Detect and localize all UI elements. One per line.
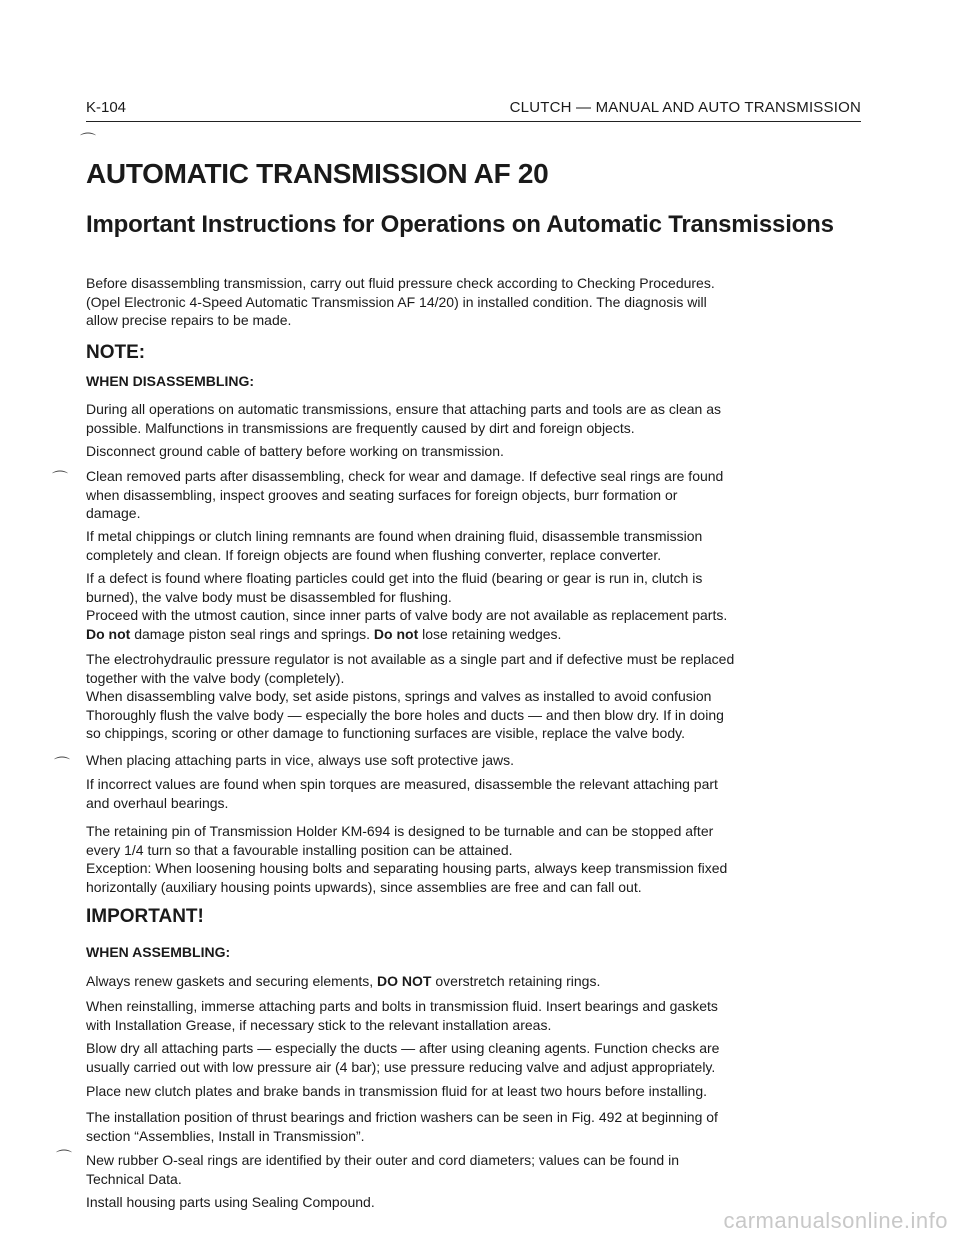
scan-mark: ⌒	[52, 471, 69, 488]
paragraph: The retaining pin of Transmission Holder KM-694 is designed to be turnable and can be stopped after every 1/4 turn so that a favourable installing position can be attained. Exception: When loosening housing bolts and separating housing parts, always keep transmission fixed horizontally (auxiliary housing points upwards), since assemblies are free and can fall out.	[86, 823, 728, 895]
paragraph: New rubber O-seal rings are identified by their outer and cord diameters; values can be found in Technical Data.	[86, 1152, 679, 1187]
paragraph: Disconnect ground cable of battery before working on transmission.	[86, 443, 504, 459]
important-heading: IMPORTANT!	[86, 906, 204, 927]
paragraph: The installation position of thrust bearings and friction washers can be seen in Fig. 492 at beginning of section “Assemblies, Install in Transmission”.	[86, 1109, 718, 1144]
running-header	[86, 99, 861, 122]
paragraph: If metal chippings or clutch lining remnants are found when draining fluid, disassemble transmission completely and clean. If foreign objects are found when flushing converter, replace converter.	[86, 528, 703, 563]
scan-mark: ⌒	[80, 133, 97, 150]
subtitle: Important Instructions for Operations on Automatic Transmissions	[86, 211, 834, 238]
paragraph: Always renew gaskets and securing elements, DO NOT overstretch retaining rings.	[86, 973, 601, 989]
paragraph: Blow dry all attaching parts — especially the ducts — after using cleaning agents. Function checks are usually carried out with low pressure air (4 bar); use pressure reducing valve and adjust appropriately.	[86, 1040, 720, 1075]
scan-mark: ⌒	[54, 757, 71, 774]
do-not-line: Do not damage piston seal rings and springs. Do not lose retaining wedges.	[86, 625, 562, 642]
paragraph: When placing attaching parts in vice, always use soft protective jaws.	[86, 752, 514, 768]
section-title: CLUTCH — MANUAL AND AUTO TRANSMISSION	[509, 99, 861, 116]
paragraph: If a defect is found where floating particles could get into the fluid (bearing or gear is run in, clutch is burned), the valve body must be disassembled for flushing. Proceed with the utmost caution, since inner parts of valve body are not available as replacement parts. Do not damage piston seal rings and springs. Do not lose retaining wedges.	[86, 569, 861, 643]
page-number: K-104	[86, 99, 127, 116]
note-heading: NOTE:	[86, 342, 146, 363]
paragraph: If incorrect values are found when spin torques are measured, disassemble the relevant attaching part and overhaul bearings.	[86, 776, 718, 811]
intro-paragraph: Before disassembling transmission, carry out fluid pressure check according to Checking Procedures. (Opel Electronic 4-Speed Automatic Transmission AF 14/20) in installed condition. The diagnosis will allow precise repairs to be made.	[86, 275, 715, 328]
paragraph: Place new clutch plates and brake bands in transmission fluid for at least two hours before installing.	[86, 1083, 708, 1099]
paragraph: Install housing parts using Sealing Compound.	[86, 1194, 375, 1210]
watermark-text: carmanualsonline.info	[723, 1208, 948, 1233]
page-title: AUTOMATIC TRANSMISSION AF 20	[86, 158, 549, 189]
assembling-heading: WHEN ASSEMBLING:	[86, 944, 231, 960]
scan-mark: ⌒	[56, 1150, 73, 1167]
paragraph: During all operations on automatic transmissions, ensure that attaching parts and tools are as clean as possible. Malfunctions in transmissions are frequently caused by dirt and foreign objects.	[86, 401, 722, 436]
paragraph: The electrohydraulic pressure regulator is not available as a single part and if defective must be replaced together with the valve body (completely). When disassembling valve body, set aside pistons, springs and valves as installed to avoid confusion Thoroughly flush the valve body — especially the bore holes and ducts — and then blow dry. If in doing so chippings, scoring or other damage to functioning surfaces are visible, replace the valve body.	[86, 651, 735, 741]
paragraph: When reinstalling, immerse attaching parts and bolts in transmission fluid. Insert bearings and gaskets with Installation Grease, if necessary stick to the relevant installation areas.	[86, 998, 718, 1033]
disassembling-heading: WHEN DISASSEMBLING:	[86, 373, 254, 389]
paragraph: Clean removed parts after disassembling, check for wear and damage. If defective seal rings are found when disassembling, inspect grooves and seating surfaces for foreign objects, burr formation or damage.	[86, 468, 724, 521]
